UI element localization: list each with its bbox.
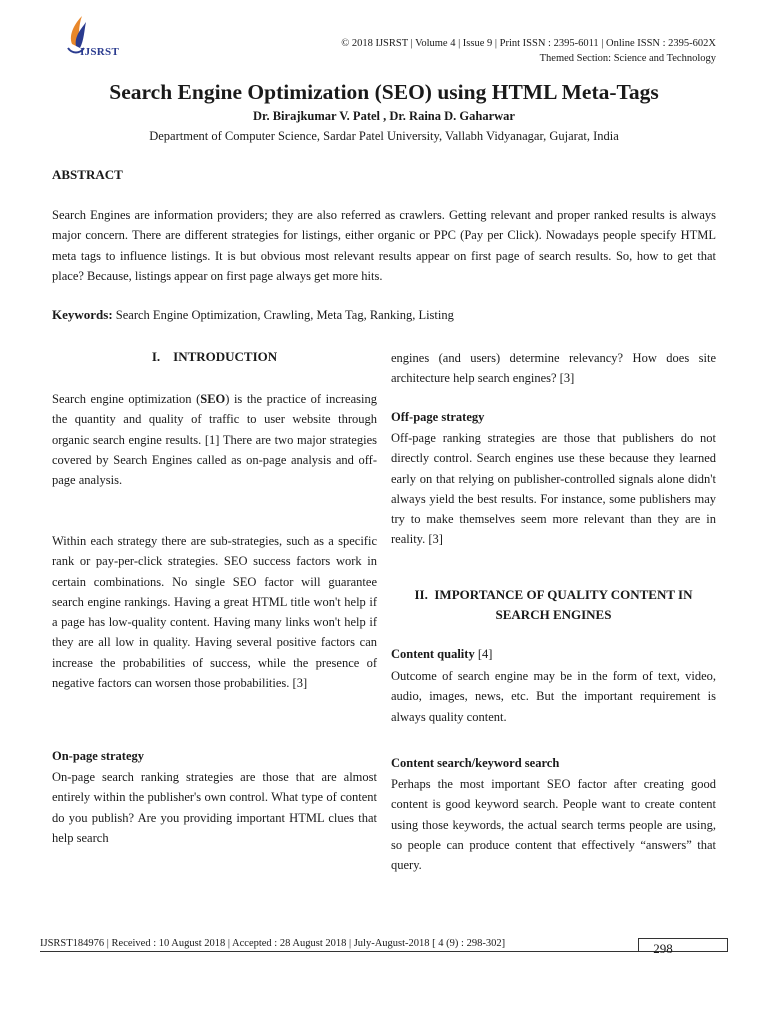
content-quality-ref: [4]: [474, 647, 493, 661]
abstract-heading: ABSTRACT: [52, 167, 123, 182]
themed-section: Themed Section: Science and Technology: [539, 53, 716, 64]
intro-paragraph-1: [52, 389, 377, 490]
intro-paragraph-2: Within each strategy there are sub-strategies, such as a specific rank or pay-per-click strategies. SEO success factors work in certain combinations. No single SEO factor will guarantee search engine rankings. Having a great HTML title won't help if a page has low-quality content. Having many links won't help if they are all low in quality. Having several positive factors can increase the probabilities of success, while the presence of negative factors can worsen those probabilities. [3]: [52, 534, 377, 691]
journal-info: © 2018 IJSRST | Volume 4 | Issue 9 | Print ISSN : 2395-6011 | Online ISSN : 2395-602X: [341, 38, 716, 49]
seo-abbr: SEO: [200, 392, 226, 406]
intro-text-start: Search engine optimization (: [52, 392, 201, 406]
intro-text-end: ) is the practice of increasing the quantity and quality of traffic to user website through organic search engine results. [1] There are two major strategies covered by Search Engines called as on-page analysis and off-page analysis.: [52, 392, 377, 488]
keywords-label: Keywords:: [52, 307, 113, 322]
content-search-text: Perhaps the most important SEO factor after creating good content is good keyword search. People want to create content using those keywords, the actual search terms people are using, so people can produce content that effectively “answers” that query.: [391, 777, 716, 873]
content-quality-text: Outcome of search engine may be in the form of text, video, audio, images, news, etc. But the important requirement is always quality content.: [391, 669, 716, 724]
content-quality-label: Content quality: [391, 647, 475, 661]
logo-text: IJSRST: [80, 46, 120, 58]
keywords-list: Search Engine Optimization, Crawling, Meta Tag, Ranking, Listing: [112, 308, 454, 322]
paper-title: Search Engine Optimization (SEO) using HTML Meta-Tags: [109, 80, 659, 104]
abstract-text: Search Engines are information providers; they are also referred as crawlers. Getting relevant and proper ranked results is always major concern. There are different strategies for listings, either organic or PPC (Pay per Click). Nowadays people specify HTML meta tags to influence listings. It is but obvious most relevant results appear on first page of search results. So, how to get that place? Because, listings appear on first page always get more hits.: [52, 208, 716, 283]
page-number: 298: [653, 941, 673, 956]
section-heading-introduction: [52, 349, 377, 365]
section-number: II.: [414, 587, 428, 602]
section-number: I.: [151, 349, 161, 364]
continuation-text: engines (and users) determine relevancy? How does site architecture help search engines? [3]: [391, 351, 716, 386]
keywords: [52, 307, 716, 323]
onpage-heading: On-page strategy: [52, 749, 144, 763]
section-title: INTRODUCTION: [173, 349, 278, 364]
journal-header: [341, 36, 716, 66]
content-search-heading: Content search/keyword search: [391, 756, 560, 770]
content-quality-heading: [391, 647, 716, 662]
section-heading-quality-content: [391, 585, 716, 625]
offpage-heading: Off-page strategy: [391, 410, 485, 424]
affiliation: Department of Computer Science, Sardar Patel University, Vallabh Vidyanagar, Gujarat, India: [149, 129, 619, 143]
footer-citation: IJSRST184976 | Received : 10 August 2018 | Accepted : 28 August 2018 | July-August-2018 [ 4 (9) : 298-302]: [40, 938, 506, 949]
offpage-text: Off-page ranking strategies are those that publishers do not directly control. Search engines use these because they learned early on that relying on publisher-controlled signals alone didn't always yield the best results. For instance, some publishers may try to make themselves seem more relevant than they are in reality. [3]: [391, 431, 716, 547]
section-title-line1: IMPORTANCE OF QUALITY CONTENT IN: [434, 587, 693, 602]
footer-divider: [40, 951, 728, 952]
paper-authors: Dr. Birajkumar V. Patel , Dr. Raina D. Gaharwar: [253, 109, 515, 123]
onpage-text: On-page search ranking strategies are those that are almost entirely within the publisher's own control. What type of content do you publish? Are you providing important HTML clues that help search: [52, 770, 377, 845]
section-title-line2: SEARCH ENGINES: [495, 607, 612, 622]
